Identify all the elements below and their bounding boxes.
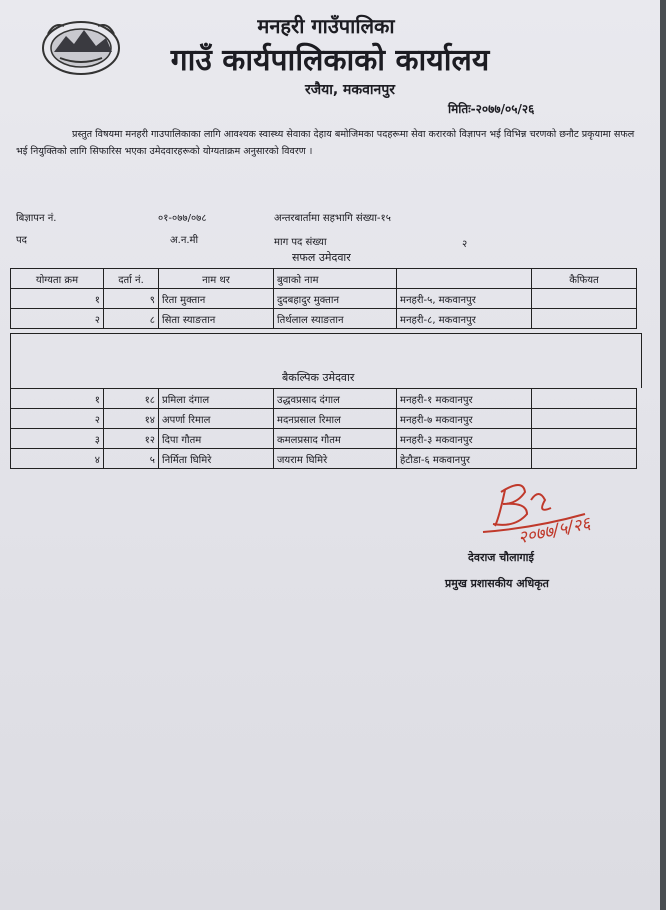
- table-row: [11, 429, 637, 449]
- col-header-rank: योग्यता क्रम: [11, 269, 104, 289]
- cell-name: दिपा गौतम: [159, 429, 274, 449]
- table-row: [11, 389, 637, 409]
- table-row: [11, 449, 637, 469]
- col-header-remarks: कैफियत: [532, 269, 637, 289]
- signer-title: प्रमुख प्रशासकीय अधिकृत: [445, 577, 549, 590]
- cell-address: मनहरी-५, मकवानपुर: [397, 289, 532, 309]
- cell-name: अपर्णा रिमाल: [159, 409, 274, 429]
- cell-name: रिता मुक्तान: [159, 289, 274, 309]
- cell-reg-no: १८: [104, 389, 159, 409]
- col-header-name: नाम थर: [159, 269, 274, 289]
- demand-label: माग पद संख्या: [274, 237, 327, 248]
- cell-father-name: उद्धवप्रसाद दंगाल: [274, 389, 397, 409]
- interview-participants: अन्तरबार्तामा सहभागि संख्या-१५: [274, 213, 391, 224]
- handwritten-date: २०७७/५/२६: [516, 513, 593, 549]
- cell-name: निर्मिता घिमिरे: [159, 449, 274, 469]
- ad-number-label: बिज्ञापन नं.: [16, 213, 57, 224]
- table-row: [11, 309, 637, 329]
- cell-reg-no: ९: [104, 289, 159, 309]
- document-date: मितिः-२०७७/०५/२६: [448, 102, 535, 116]
- cell-address: मनहरी-१ मकवानपुर: [397, 389, 532, 409]
- municipality-name: मनहरी गाउँपालिका: [257, 14, 395, 38]
- cell-rank: १: [11, 289, 104, 309]
- office-location: रजैया, मकवानपुर: [304, 82, 396, 98]
- intro-paragraph: प्रस्तुत विषयमा मनहरी गाउपालिकाका लागि आवश्यक स्वास्थ्य सेवाका देहाय बमोजिमका पदहरूमा सेवा करारको विज्ञापन भई विभिन्न चरणको छनौट प्रकृयामा सफल भई नियुक्तिको लागि सिफारिस भएका उमेदवारहरूको योग्यताक्रम अनुसारको विवरण ।: [16, 129, 635, 157]
- cell-rank: १: [11, 389, 104, 409]
- alternate-candidates-table: [10, 388, 637, 469]
- successful-candidates-title: सफल उमेदवार: [292, 251, 351, 264]
- cell-reg-no: ८: [104, 309, 159, 329]
- cell-remarks: [532, 389, 637, 409]
- cell-father-name: मदनप्रसाल रिमाल: [274, 409, 397, 429]
- cell-rank: २: [11, 409, 104, 429]
- ad-number-value: ०१-०७७/०७८: [158, 213, 207, 224]
- cell-father-name: तिर्थलाल स्याङतान: [274, 309, 397, 329]
- office-name: गाउँ कार्यपालिकाको कार्यालय: [170, 43, 490, 78]
- cell-remarks: [532, 309, 637, 329]
- signature-icon: [465, 470, 615, 550]
- cell-name: सिता स्याङतान: [159, 309, 274, 329]
- cell-father-name: जयराम घिमिरे: [274, 449, 397, 469]
- col-header-address: [397, 269, 532, 289]
- post-label: पद: [16, 235, 27, 246]
- cell-address: मनहरी-३ मकवानपुर: [397, 429, 532, 449]
- demand-value: २: [462, 239, 468, 250]
- signer-name: देवराज चौलागाई: [468, 551, 534, 564]
- post-value: अ.न.मी: [170, 235, 199, 246]
- cell-remarks: [532, 449, 637, 469]
- successful-candidates-table: [10, 268, 637, 329]
- cell-reg-no: १४: [104, 409, 159, 429]
- cell-remarks: [532, 409, 637, 429]
- col-header-reg-no: दर्ता नं.: [104, 269, 159, 289]
- cell-name: प्रमिला दंगाल: [159, 389, 274, 409]
- cell-rank: २: [11, 309, 104, 329]
- col-header-father-name: बुवाको नाम: [274, 269, 397, 289]
- cell-remarks: [532, 289, 637, 309]
- cell-reg-no: १२: [104, 429, 159, 449]
- alternate-candidates-title: बैकल्पिक उमेदवार: [282, 371, 355, 384]
- cell-address: हेटौडा-६ मकवानपुर: [397, 449, 532, 469]
- cell-rank: ३: [11, 429, 104, 449]
- table-header-row: [11, 269, 637, 289]
- table-row: [11, 409, 637, 429]
- table-row: [11, 289, 637, 309]
- cell-remarks: [532, 429, 637, 449]
- cell-rank: ४: [11, 449, 104, 469]
- cell-father-name: कमलप्रसाद गौतम: [274, 429, 397, 449]
- cell-address: मनहरी-७ मकवानपुर: [397, 409, 532, 429]
- cell-father-name: दुदबहादुर मुक्तान: [274, 289, 397, 309]
- cell-address: मनहरी-८, मकवानपुर: [397, 309, 532, 329]
- cell-reg-no: ५: [104, 449, 159, 469]
